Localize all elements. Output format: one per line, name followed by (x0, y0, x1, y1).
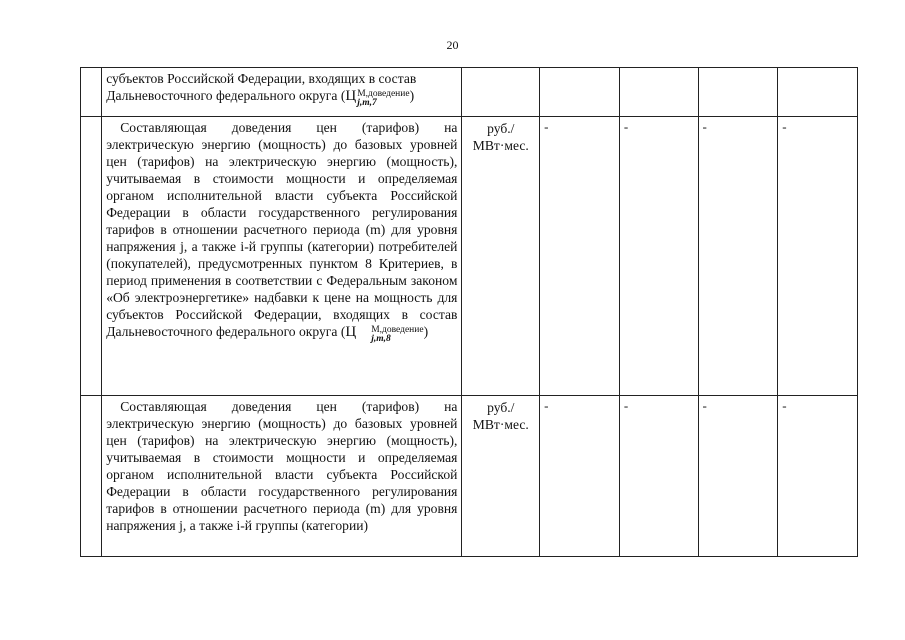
closing-paren: ) (409, 88, 415, 103)
row-number-cell (81, 117, 102, 396)
formula-symbol: Ц (345, 88, 357, 104)
closing-paren: ) (423, 324, 429, 339)
value-text (699, 68, 778, 71)
description-line: субъектов Российской Федерации, входящих в состав (106, 71, 417, 86)
value-cell (778, 117, 858, 396)
value-cell (778, 68, 858, 117)
description-cell (102, 68, 462, 117)
description-cell (102, 117, 462, 396)
value-text: - (782, 119, 787, 134)
formula-superscript: М,доведение (371, 325, 424, 335)
tariff-table (80, 67, 858, 557)
row-number-cell (81, 68, 102, 117)
row-number-cell (81, 396, 102, 557)
value-cell (619, 68, 698, 117)
value-text (620, 68, 698, 71)
unit-cell (462, 117, 540, 396)
value-cell (619, 396, 698, 557)
formula (345, 88, 410, 108)
formula-symbol: Ц (345, 324, 357, 340)
value-text: - (544, 119, 549, 134)
formula-superscript: М,доведение (357, 89, 410, 99)
description-text: Составляющая доведения цен (тарифов) на электрическую энергию (мощность) до базовых уровней цен (тарифов) на электрическую энергию (мощность), учитываемая в стоимости мощности и определяемая органом исполнительной власти субъекта Российской Федерации в области государственного регулирования тарифов в отношении расчетного периода (m) для уровня напряжения j, а также i-й группы (категории) потребителей (покупателей), предусмотренных пунктом 8 Критериев, в период применения в соответствии с Федеральным законом «Об электроэнергетике» надбавки к цене на мощность для субъектов Российской Федерации, входящих в состав Дальневосточного федерального округа ( (106, 120, 458, 339)
value-cell (698, 117, 778, 396)
value-text: - (702, 119, 707, 134)
value-cell (698, 68, 778, 117)
unit-line: руб./ (487, 121, 515, 136)
formula-subscript: j,m,7 (357, 98, 377, 108)
value-cell (540, 68, 620, 117)
unit-line: МВт·мес. (472, 417, 529, 432)
value-text (540, 68, 619, 71)
page-number: 20 (446, 38, 459, 52)
table-row (81, 117, 858, 396)
unit-cell (462, 68, 540, 117)
description-line: Дальневосточного федерального округа ( (106, 88, 346, 103)
unit-cell (462, 396, 540, 557)
value-text: - (702, 398, 707, 413)
value-cell (540, 117, 620, 396)
description-text: Составляющая доведения цен (тарифов) на электрическую энергию (мощность) до базовых уровней цен (тарифов) на электрическую энергию (мощность), учитываемая в стоимости мощности и определяемая органом исполнительной власти субъекта Российской Федерации в области государственного регулирования тарифов в отношении расчетного периода (m) для уровня напряжения j, а также i-й группы (категории) (106, 399, 458, 533)
unit-line: МВт·мес. (472, 138, 529, 153)
unit-line: руб./ (487, 400, 515, 415)
value-cell (778, 396, 858, 557)
formula (345, 324, 424, 344)
value-text: - (623, 398, 629, 413)
description-cell (102, 396, 462, 557)
table-row (81, 396, 858, 557)
value-cell (698, 396, 778, 557)
value-text: - (623, 119, 629, 134)
value-cell (619, 117, 698, 396)
value-cell (540, 396, 620, 557)
formula-subscript: j,m,8 (371, 334, 391, 344)
table-row (81, 68, 858, 117)
value-text: - (544, 398, 549, 413)
value-text (778, 68, 857, 71)
value-text: - (782, 398, 787, 413)
